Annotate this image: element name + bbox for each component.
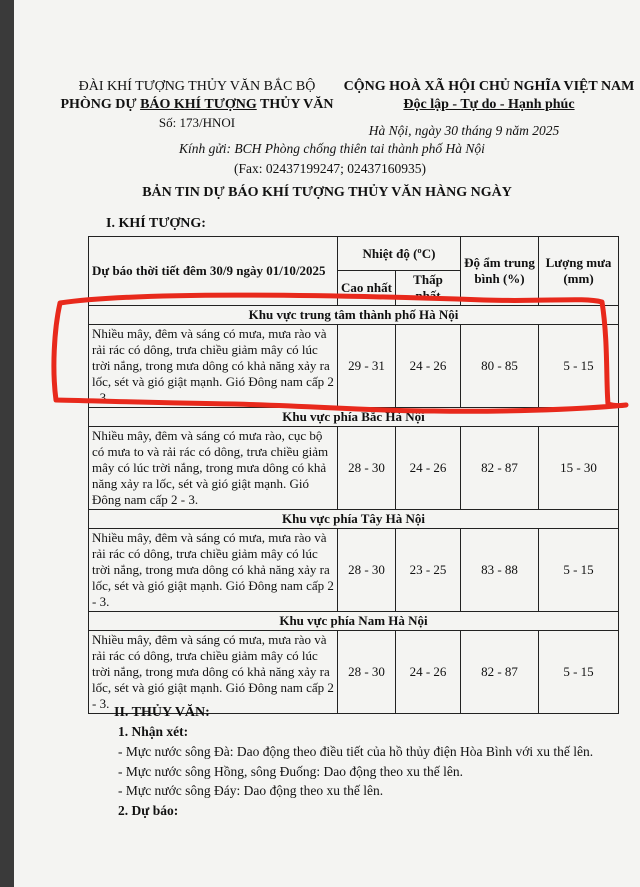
region-name: Khu vực trung tâm thành phố Hà Nội	[89, 306, 619, 325]
period-label: Dự báo thời tiết đêm 30/9 ngày 01/10/2025	[89, 237, 338, 306]
region-name: Khu vực phía Bắc Hà Nội	[89, 408, 619, 427]
region-name: Khu vực phía Nam Hà Nội	[89, 612, 619, 631]
department-name-post: THỦY VĂN	[256, 97, 334, 112]
section-meteorology-heading: I. KHÍ TƯỢNG:	[106, 216, 206, 231]
forecast-text: Nhiều mây, đêm và sáng có mưa, mưa rào và rải rác có dông, trưa chiều giảm mây có lúc trời nắng, trong mưa dông có khả năng xảy ra lốc, sét và gió giật mạnh. Gió Đông nam cấp 2 - 3.	[89, 529, 338, 612]
humidity-value: 82 - 87	[461, 631, 539, 714]
date-line: Hà Nội, ngày 30 tháng 9 năm 2025	[368, 123, 560, 138]
temp-min-value: 24 - 26	[396, 325, 461, 408]
nation-header	[339, 78, 639, 114]
temperature-header: Nhiệt độ (ºC)	[338, 237, 461, 271]
temp-max-header: Cao nhất	[338, 271, 396, 306]
humidity-value: 83 - 88	[461, 529, 539, 612]
forecast-table	[88, 236, 619, 714]
department-name-underlined: BÁO KHÍ TƯỢNG	[140, 97, 257, 112]
motto-text: Độc lập - Tự do - Hạnh phúc	[403, 97, 575, 112]
table-row	[89, 631, 619, 714]
fax-line: (Fax: 02437199247; 02437160935)	[234, 161, 426, 176]
department-name	[42, 96, 352, 114]
remarks-heading: 1. Nhận xét:	[118, 724, 189, 739]
rainfall-value: 15 - 30	[539, 427, 619, 510]
rainfall-value: 5 - 15	[539, 325, 619, 408]
rainfall-value: 5 - 15	[539, 631, 619, 714]
temp-min-value: 23 - 25	[396, 529, 461, 612]
temp-max-value: 28 - 30	[338, 529, 396, 612]
rainfall-header: Lượng mưa (mm)	[539, 237, 619, 306]
agency-name: ĐÀI KHÍ TƯỢNG THỦY VĂN BẮC BỘ	[78, 79, 316, 94]
nation-name: CỘNG HOÀ XÃ HỘI CHỦ NGHĨA VIỆT NAM	[343, 79, 635, 94]
temp-max-value: 29 - 31	[338, 325, 396, 408]
humidity-header: Độ ẩm trung bình (%)	[461, 237, 539, 306]
document-number: Số: 173/HNOI	[158, 115, 236, 130]
table-row	[89, 427, 619, 510]
forecast-heading: 2. Dự báo:	[118, 803, 179, 818]
recipient-line: Kính gửi: BCH Phòng chống thiên tai thành phố Hà Nội	[179, 141, 485, 156]
remark-line: - Mực nước sông Đà: Dao động theo điều tiết của hồ thủy điện Hòa Bình với xu thế lên.	[118, 744, 594, 759]
humidity-value: 80 - 85	[461, 325, 539, 408]
temp-min-header: Thấp nhất	[396, 271, 461, 306]
humidity-value: 82 - 87	[461, 427, 539, 510]
temp-min-value: 24 - 26	[396, 427, 461, 510]
forecast-text: Nhiều mây, đêm và sáng có mưa rào, cục bộ có mưa to và rải rác có dông, trưa chiều giảm mây có lúc trời nắng, trong mưa dông có khả năng xảy ra lốc, sét và gió giật mạnh. Gió Đông nam cấp 2 - 3.	[89, 427, 338, 510]
motto	[339, 96, 639, 114]
forecast-text: Nhiều mây, đêm và sáng có mưa, mưa rào và rải rác có dông, trưa chiều giảm mây có lúc trời nắng, trong mưa dông có khả năng xảy ra lốc, sét và gió giật mạnh. Gió Đông nam cấp 2 - 3.	[89, 325, 338, 408]
temp-max-value: 28 - 30	[338, 427, 396, 510]
remark-line: - Mực nước sông Đáy: Dao động theo xu thế lên.	[118, 783, 384, 798]
document-page	[14, 0, 640, 887]
temp-min-value: 24 - 26	[396, 631, 461, 714]
department-name-pre: PHÒNG DỰ	[60, 97, 141, 112]
section-hydrology-heading: II. THỦY VĂN:	[114, 705, 210, 720]
remark-line: - Mực nước sông Hồng, sông Đuống: Dao động theo xu thế lên.	[118, 764, 463, 779]
forecast-text: Nhiều mây, đêm và sáng có mưa, mưa rào và rải rác có dông, trưa chiều giảm mây có lúc trời nắng, trong mưa dông có khả năng xảy ra lốc, sét và gió giật mạnh. Gió Đông nam cấp 2 - 3.	[89, 631, 338, 714]
temp-max-value: 28 - 30	[338, 631, 396, 714]
document-title: BẢN TIN DỰ BÁO KHÍ TƯỢNG THỦY VĂN HÀNG NGÀY	[142, 185, 512, 200]
table-row	[89, 325, 619, 408]
region-name: Khu vực phía Tây Hà Nội	[89, 510, 619, 529]
agency-header	[42, 78, 352, 132]
table-row	[89, 529, 619, 612]
rainfall-value: 5 - 15	[539, 529, 619, 612]
